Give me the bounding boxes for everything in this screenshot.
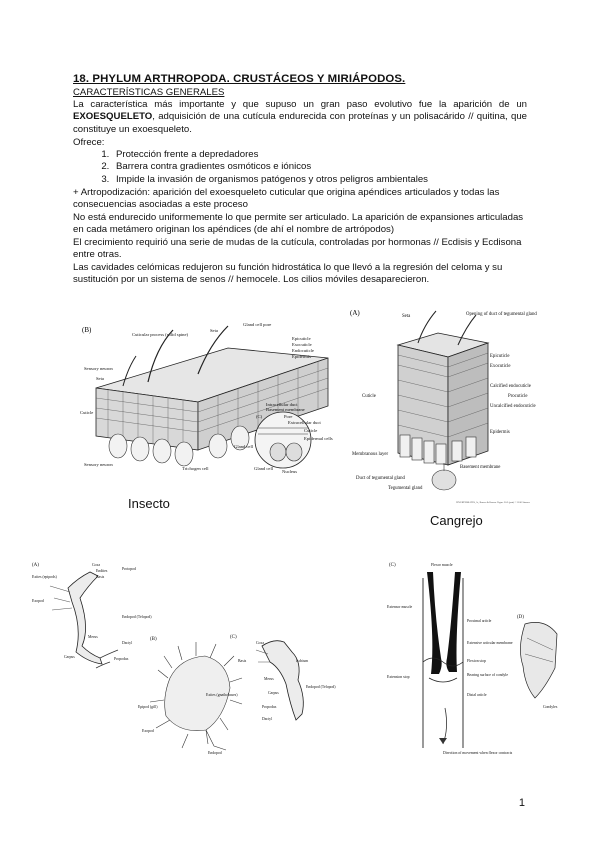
figure-label: Trichogen cell [182,466,209,471]
figure-label: Exites (epipods) [32,575,57,579]
figure-label: Sensory neuron [84,366,113,371]
figure-label: Exocuticle [490,364,511,369]
figure-label: Seta [402,314,411,319]
section-subtitle: CARACTERÍSTICAS GENERALES [73,87,225,98]
figure-label: Endocuticle [292,348,314,353]
ofrece-label: Ofrece: [73,137,105,148]
figure-label: Gland cell [234,444,254,449]
figure-label: Epipod (gill) [138,705,158,709]
figure-label: Extensor muscle [387,605,413,609]
figure-label: Extracellular duct [288,420,321,425]
figure-label: Protopod [122,567,136,571]
paragraph-celoma: Las cavidades celómicas redujeron su función hidrostática lo que llevó a la regresión del celoma y su sustitución por un sistema de senos // hemocele. Los cilios móviles desaparecieron. [73,262,503,286]
figure-label: Epidermis [490,430,510,435]
figure-label: Basis [238,659,247,663]
figure-label: Flexion stop [467,659,486,663]
figure-panel-label: (D) [517,615,524,620]
figure-panel-label: (A) [32,563,39,568]
figure-label: Flexor muscle [431,563,453,567]
figure-label: Gland cell pore [243,322,272,327]
figure-panel-label: (B) [150,637,157,642]
figure-label: Coxa [92,563,101,567]
paragraph-articulacion: No está endurecido uniformemente lo que permite ser articulado. La aparición de expansiones articuladas en cada metámero originan los apéndices (de ahí el nombre de artrópodos) [73,212,524,236]
figure-label: Exopod [32,599,44,603]
figure-label: Endites [96,569,108,573]
figure-label: Seta [210,328,218,333]
figure-label: Nucleus [282,469,298,474]
figure-label: Exocuticle [292,342,312,347]
figure-label: Epicuticle [490,354,510,359]
figure-label: Cuticular process (solid spine) [132,332,189,337]
figure-panel-label: (A) [350,309,360,317]
figure-caption-insect: Insecto [128,496,170,511]
figure-label: Carpus [268,691,279,695]
list-item: 2. Barrera contra gradientes osmóticos e iónicos [112,161,552,173]
benefits-list [86,149,552,186]
intro-pre: La característica más importante y que supuso un gran paso evolutivo fue la aparición de un [73,99,527,110]
figure-label: Epicuticle [292,336,311,341]
figure-label: Cuticle [362,394,376,399]
figure-label: Sensory neuron [84,462,113,467]
figure-label: (C) [256,414,263,419]
figure-label: Opening of duct of tegumental gland [466,312,537,317]
figure-panel-label: (C) [230,635,237,640]
figure-label: Membranous layer [352,452,389,457]
paragraph-mudas: El crecimiento requirió una serie de mudas de la cutícula, controladas por hormonas // Ecdisis y Ecdisona entre otras. [73,237,522,261]
figure-credit: INVERTEBRATES, 3e, Brusca & Brusca. Figure 20.2 (part) © 2016 Sinauer [456,501,530,504]
figure-label: Condyles [543,705,558,709]
figure-label: Calcified endocuticle [490,384,531,389]
figure-label: Merus [88,635,98,639]
figure-label: Endopod (Telopod) [122,615,152,619]
figure-label: Basement membrane [266,407,305,412]
figure-label: Basement membrane [460,465,501,470]
figure-label: Cuticle [304,428,318,433]
figure-label: Propodus [262,705,277,709]
figure-label: Coxa [256,641,265,645]
figure-label: Bearing surface of condyle [467,673,509,677]
insect-cuticle-figure [78,318,340,478]
appendages-figure [30,558,350,763]
figure-label: Epidermis [292,354,311,359]
figure-label: Endopod (Telopod) [306,685,336,689]
figure-label: Distal article [467,693,487,697]
figure-label: Seta [96,376,104,381]
figure-label: Extensive articular membrane [467,641,513,645]
figure-label: Intracellular duct [266,402,298,407]
list-item: 1. Protección frente a depredadores [112,149,552,161]
figure-label: Procuticle [508,394,528,399]
figure-label: Dactyl [122,641,133,645]
figure-label: Cuticle [80,410,94,415]
joint-figure [385,558,570,763]
figure-label: Carpus [64,655,75,659]
figure-label: Extension stop [387,675,410,679]
figure-label: Merus [264,677,274,681]
figure-label: Exopod [142,729,154,733]
figure-label: Gland cell [254,466,274,471]
page-number: 1 [518,797,525,809]
figure-caption-crab: Cangrejo [430,513,483,528]
page-title: 18. PHYLUM ARTHROPODA. CRUSTÁCEOS Y MIRIÁPODOS. [73,73,406,85]
list-item: 3. Impide la invasión de organismos patógenos y otros peligros ambientales [112,174,552,186]
figure-label: Endopod [208,751,222,755]
figure-label: Tegumental gland [388,486,423,491]
figure-label: Ischium [296,659,309,663]
paragraph-artropodizacion: + Artropodización: aparición del exoesqueleto cuticular que origina apéndices articulados y todas las consecuencias asociadas a este proceso [73,187,500,211]
intro-post: , adquisición de una cutícula endurecida con proteínas y un polisacárido // quitina, que constituye un exoesqueleto. [73,111,527,135]
intro-bold-term: EXOESQUELETO [73,111,153,123]
figure-panel-label: (C) [389,563,396,568]
figure-label: Exites (gnathobases) [206,693,238,697]
intro-paragraph [73,99,527,136]
figure-panel-label: (B) [82,326,92,334]
crab-cuticle-figure [348,305,537,510]
figure-label: Duct of tegumental gland [356,476,405,481]
figure-label: Epidermal cells [304,436,333,441]
figure-label: Direction of movement when flexor contracts [443,751,513,755]
figure-label: Propodus [114,657,129,661]
figure-label: Basis [96,575,105,579]
figure-label: Pore [284,414,293,419]
figure-label: Dactyl [262,717,273,721]
figure-label: Uncalcified endocuticle [490,404,536,409]
figure-label: Proximal article [467,619,492,623]
